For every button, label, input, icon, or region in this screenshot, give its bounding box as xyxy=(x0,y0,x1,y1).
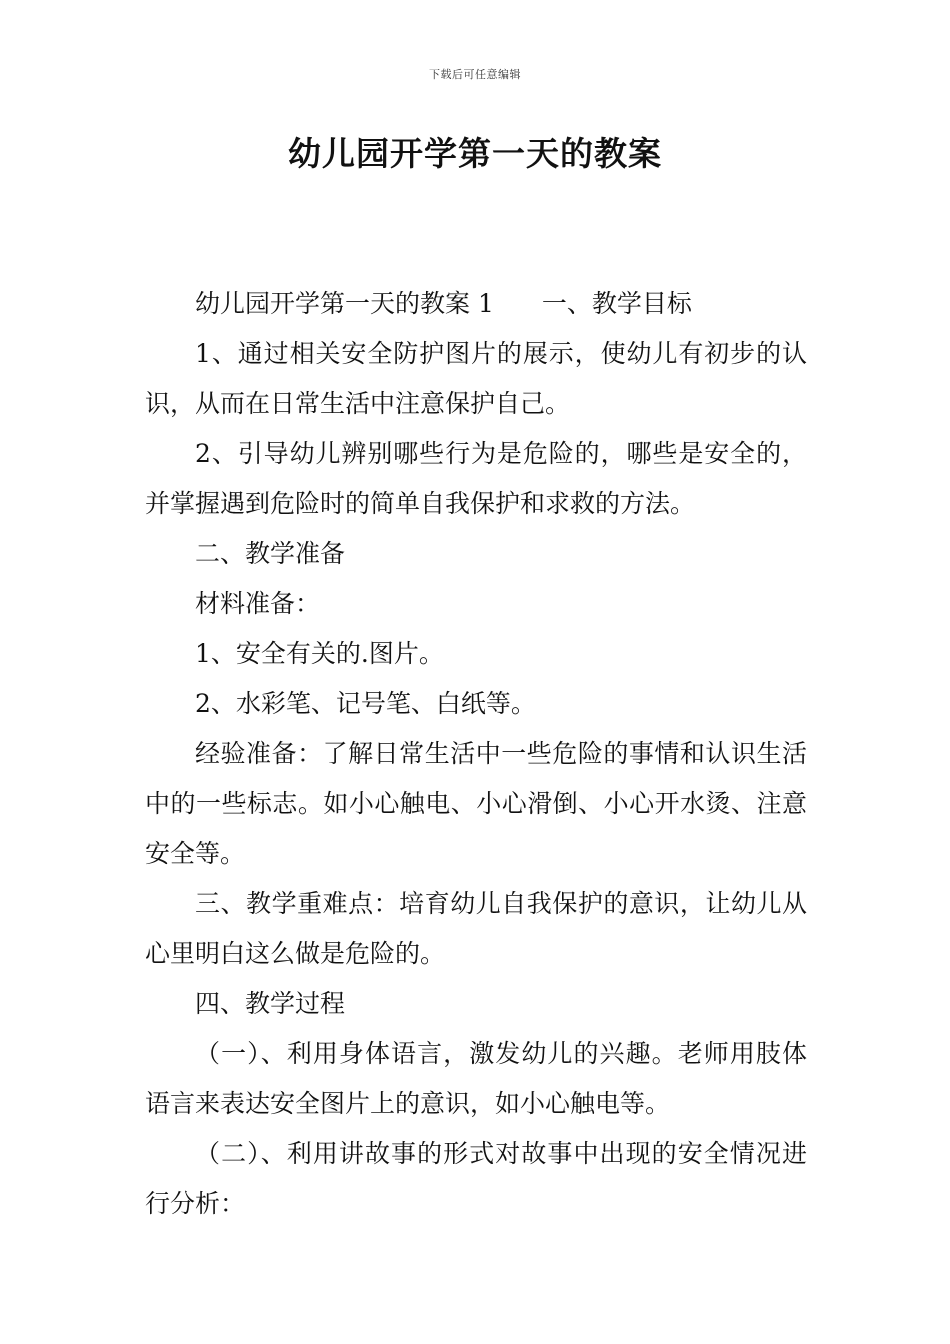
paragraph: （一）、利用身体语言，激发幼儿的兴趣。老师用肢体语言来表达安全图片上的意识，如小心触电等。 xyxy=(145,1039,807,1118)
paragraph: 1、通过相关安全防护图片的展示，使幼儿有初步的认识，从而在日常生活中注意保护自己。 xyxy=(145,339,807,418)
paragraph: 2、水彩笔、记号笔、白纸等。 xyxy=(195,689,536,718)
page-header-note: 下载后可任意编辑 xyxy=(429,68,521,81)
lesson-heading: 幼儿园开学第一天的教案 1 xyxy=(195,289,494,318)
paragraph: （二）、利用讲故事的形式对故事中出现的安全情况进行分析： xyxy=(145,1139,807,1218)
paragraph: 经验准备：了解日常生活中一些危险的事情和认识生活中的一些标志。如小心触电、小心滑倒、小心开水烫、注意安全等。 xyxy=(145,739,807,868)
section-heading: 四、教学过程 xyxy=(195,989,346,1018)
intro-paragraph xyxy=(145,279,807,329)
paragraph: 材料准备： xyxy=(195,589,321,618)
section-heading-goals: 一、教学目标 xyxy=(541,289,692,318)
section-heading: 二、教学准备 xyxy=(195,539,346,568)
paragraph: 2、引导幼儿辨别哪些行为是危险的，哪些是安全的，并掌握遇到危险时的简单自我保护和求救的方法。 xyxy=(145,439,807,518)
document-title: 幼儿园开学第一天的教案 xyxy=(288,134,662,173)
paragraph: 1、安全有关的.图片。 xyxy=(195,639,444,668)
paragraph: 三、教学重难点：培育幼儿自我保护的意识，让幼儿从心里明白这么做是危险的。 xyxy=(145,889,807,968)
document-body xyxy=(145,279,807,1229)
